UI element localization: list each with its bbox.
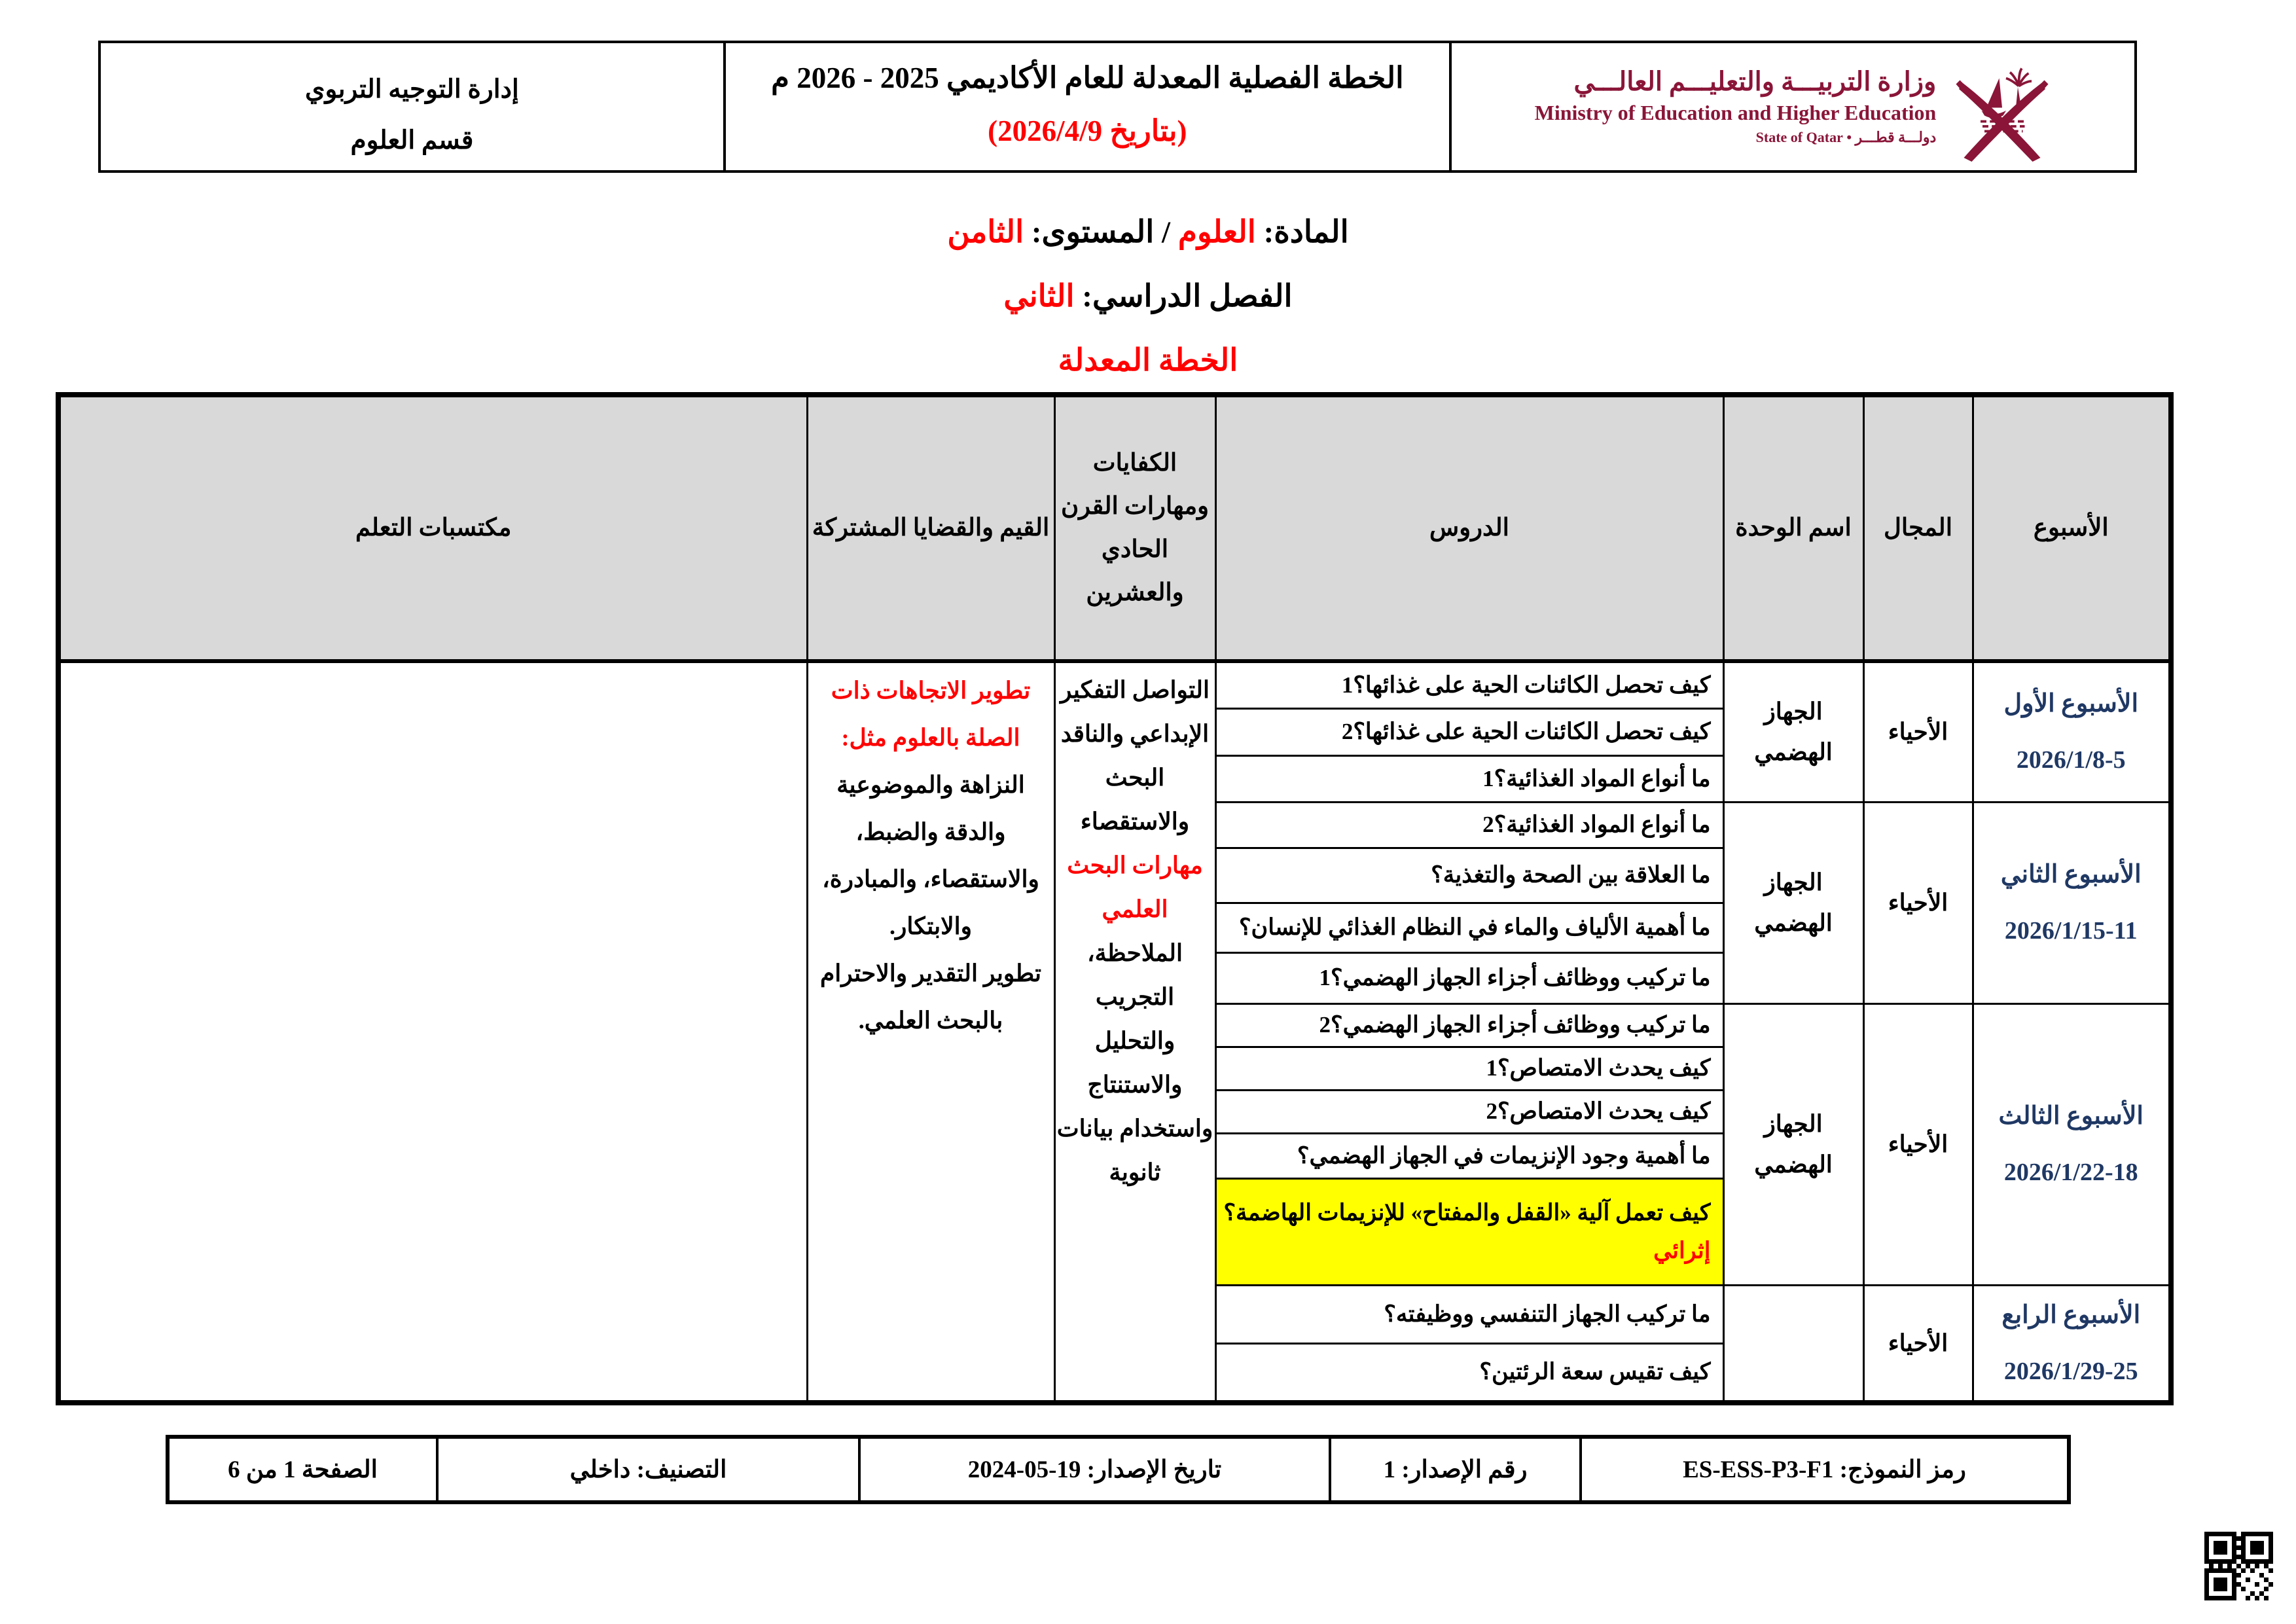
text-segment: العلوم (1177, 215, 1256, 249)
week-title: الأسبوع الثاني (2000, 861, 2142, 888)
subject-level-title (0, 200, 2296, 264)
semester-title (0, 264, 2296, 329)
week-dates: 2026/1/29-25 (2003, 1357, 2138, 1385)
lesson-cell (1215, 1047, 1723, 1090)
header-row (58, 395, 2171, 661)
version-number-cell: رقم الإصدار: 1 (1330, 1437, 1581, 1502)
lesson-text: كيف يحدث الامتصاص؟1 (1486, 1055, 1711, 1081)
lesson-cell (1215, 1003, 1723, 1047)
lesson-cell (1215, 1285, 1723, 1343)
plan-table-body (58, 661, 2171, 1403)
unit-cell: الجهاز الهضمي (1723, 661, 1863, 802)
lesson-text: ما العلاقة بين الصحة والتغذية؟ (1431, 862, 1711, 888)
week-cell (1973, 1285, 2171, 1403)
qatar-emblem-icon (1953, 47, 2051, 166)
week-cell (1973, 802, 2171, 1003)
ministry-logo-text (1535, 65, 1937, 149)
lesson-text: كيف تعمل آلية «القفل والمفتاح» للإنزيمات الهاضمة؟ (1223, 1199, 1711, 1225)
unit-cell (1723, 1285, 1863, 1403)
document-titles (0, 200, 2296, 393)
week-title: الأسبوع الرابع (2001, 1301, 2141, 1329)
lesson-text: ما أنواع المواد الغذائية؟2 (1482, 812, 1711, 837)
modified-plan-title (0, 329, 2296, 393)
competencies-cell (1054, 661, 1215, 1403)
plan-title-box (723, 43, 1449, 170)
lesson-cell (1215, 952, 1723, 1003)
plan-title: الخطة الفصلية المعدلة للعام الأكاديمي 2025 - 2026 م (771, 62, 1404, 94)
footer-row (168, 1437, 2069, 1502)
department-line2: قسم العلوم (350, 126, 474, 154)
document-header (98, 41, 2137, 173)
lesson-cell (1215, 708, 1723, 755)
col-unit: اسم الوحدة (1723, 395, 1863, 661)
week-dates: 2026/1/8-5 (2016, 746, 2126, 774)
domain-cell: الأحياء (1863, 661, 1973, 802)
text-segment: الملاحظة، التجريب والتحليل والاستنتاج واستخدام بيانات ثانوية (1056, 940, 1213, 1185)
col-competencies: الكفايات ومهارات القرن الحادي والعشرين (1054, 395, 1215, 661)
text-segment: الثامن (947, 215, 1024, 249)
text-segment: التواصل التفكير الإبداعي والناقد البحث والاستقصاء (1060, 677, 1210, 835)
lesson-cell (1215, 903, 1723, 952)
classification-cell: التصنيف: داخلي (437, 1437, 859, 1502)
lesson-cell (1215, 1133, 1723, 1178)
lesson-text: ما أهمية الألياف والماء في النظام الغذائي للإنسان؟ (1238, 914, 1711, 940)
lesson-text: كيف تحصل الكائنات الحية على غذائها؟2 (1341, 719, 1711, 744)
week-title: الأسبوع الأول (2003, 690, 2139, 718)
domain-cell: الأحياء (1863, 1285, 1973, 1403)
outcomes-cell (58, 661, 807, 1403)
plan-table (56, 392, 2174, 1405)
unit-cell: الجهاز الهضمي (1723, 802, 1863, 1003)
lesson-text: ما تركيب الجهاز التنفسي ووظيفته؟ (1384, 1301, 1711, 1327)
text-segment: تطوير الاتجاهات ذات الصلة بالعلوم مثل: (831, 677, 1031, 751)
lesson-text: ما تركيب ووظائف أجزاء الجهاز الهضمي؟1 (1319, 965, 1711, 990)
lesson-cell (1215, 1090, 1723, 1133)
state-of-qatar-line: دولـــة قطـــر • State of Qatar (1755, 129, 1937, 145)
plan-revision-date: (بتاريخ 2026/4/9) (988, 115, 1187, 147)
values-cell (807, 661, 1054, 1403)
col-lessons: الدروس (1215, 395, 1723, 661)
issue-date-cell: تاريخ الإصدار: 19-05-2024 (859, 1437, 1330, 1502)
text-segment: الثاني (1003, 280, 1075, 314)
text-segment: الخطة المعدلة (1058, 344, 1238, 378)
ministry-name-arabic: وزارة التربيـــة والتعليـــم العالـــي (1573, 67, 1937, 96)
lesson-cell (1215, 755, 1723, 802)
week-cell (1973, 1003, 2171, 1285)
domain-cell: الأحياء (1863, 1003, 1973, 1285)
lesson-cell (1215, 661, 1723, 708)
plan-table-header (58, 395, 2171, 661)
lesson-text: كيف تحصل الكائنات الحية على غذائها؟1 (1341, 672, 1711, 698)
table-row (58, 661, 2171, 708)
lesson-text: ما أنواع المواد الغذائية؟1 (1482, 765, 1711, 791)
lesson-cell (1215, 848, 1723, 903)
week-dates: 2026/1/22-18 (2003, 1159, 2138, 1186)
lesson-cell (1215, 1178, 1723, 1285)
lesson-text: كيف يحدث الامتصاص؟2 (1486, 1098, 1711, 1124)
lesson-note: إثرائي (1653, 1237, 1711, 1263)
ministry-logo-box (1449, 43, 2134, 170)
text-segment: / المستوى: (1024, 215, 1178, 249)
col-week: الأسبوع (1973, 395, 2171, 661)
form-code-cell: رمز النموذج: ES-ESS-P3-F1 (1581, 1437, 2069, 1502)
lesson-text: كيف تقيس سعة الرئتين؟ (1479, 1359, 1711, 1385)
text-segment: مهارات البحث العلمي (1067, 852, 1203, 922)
text-segment: الفصل الدراسي: (1074, 280, 1293, 314)
page-number-cell: الصفحة 1 من 6 (168, 1437, 437, 1502)
week-cell (1973, 661, 2171, 802)
unit-cell: الجهاز الهضمي (1723, 1003, 1863, 1285)
lesson-text: ما تركيب ووظائف أجزاء الجهاز الهضمي؟2 (1319, 1012, 1711, 1038)
footer-table (166, 1435, 2071, 1504)
col-values: القيم والقضايا المشتركة (807, 395, 1054, 661)
week-title: الأسبوع الثالث (1998, 1102, 2144, 1130)
ministry-name-english: Ministry of Education and Higher Education (1534, 101, 1937, 124)
department-box (101, 43, 723, 170)
text-segment: المادة: (1255, 215, 1349, 249)
week-dates: 2026/1/15-11 (2004, 917, 2138, 945)
lesson-text: ما أهمية وجود الإنزيمات في الجهاز الهضمي؟ (1297, 1142, 1711, 1168)
text-segment: تطوير التقدير والاحترام بالبحث العلمي. (819, 960, 1042, 1034)
lesson-cell (1215, 1343, 1723, 1402)
text-segment: النزاهة والموضوعية والدقة والضبط، والاستقصاء، والمبادرة، والابتكار. (822, 772, 1039, 939)
col-outcomes: مكتسبات التعلم (58, 395, 807, 661)
qr-code-icon (2204, 1532, 2273, 1600)
domain-cell: الأحياء (1863, 802, 1973, 1003)
lesson-cell (1215, 802, 1723, 848)
col-domain: المجال (1863, 395, 1973, 661)
department-line1: إدارة التوجيه التربوي (305, 75, 519, 103)
